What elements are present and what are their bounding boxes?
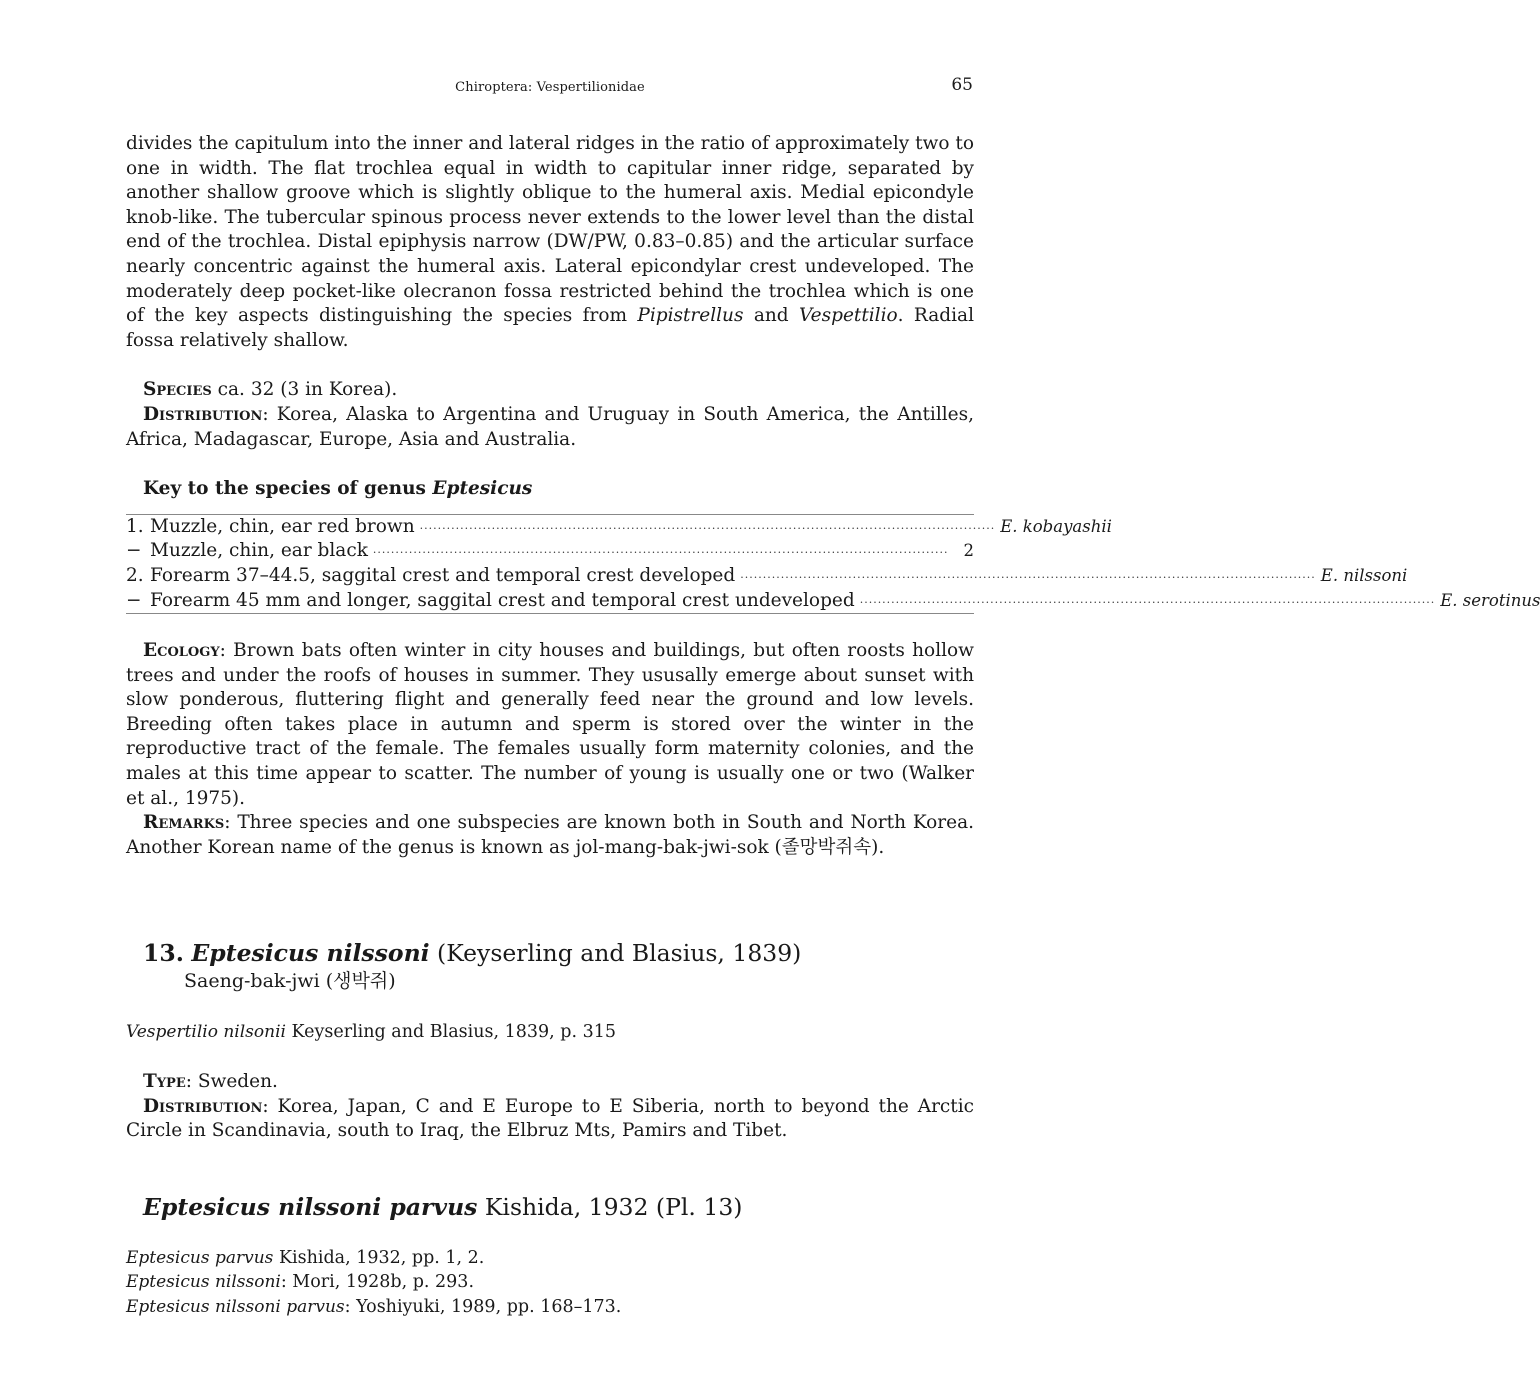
genus-distribution: Distribution: Korea, Alaska to Argentina and Uruguay in South America, the Antilles, Africa, Madagascar, Europe, Asia and Australia.	[126, 403, 974, 450]
synonym-entry: Eptesicus nilssoni parvus: Yoshiyuki, 1989, pp. 168–173.	[126, 1296, 622, 1317]
running-head: Chiroptera: Vespertilionidae	[455, 80, 645, 95]
genus-pipistrellus: Pipistrellus	[637, 305, 744, 327]
ecology-paragraph: Ecology: Brown bats often winter in city houses and buildings, but often roosts hollow trees and under the roofs of houses in summer. They ususally emerge about sunset with slow ponderous, fluttering flight and generally feed near the ground and low levels. Breeding often takes place in autumn and sperm is stored over the winter in the reproductive tract of the female. The females usually form maternity colonies, and the males at this time appear to scatter. The number of young is usually one or two (Walker et al., 1975).	[126, 640, 974, 809]
key-title: Key to the species of genus Eptesicus	[143, 478, 533, 500]
key-row: − Forearm 45 mm and longer, saggital crest and temporal crest undeveloped ································································································································ E. serotinus	[126, 589, 974, 614]
species-label: Species	[143, 379, 212, 401]
species-count: Species ca. 32 (3 in Korea).	[143, 379, 398, 401]
synonym-entry: Vespertilio nilsonii Keyserling and Blasius, 1839, p. 315	[126, 1022, 617, 1043]
leader-dots: ································································································································	[740, 570, 1316, 584]
key-row: 1. Muzzle, chin, ear red brown ································································································································ E. kobayashii	[126, 515, 974, 540]
species-distribution: Distribution: Korea, Japan, C and E Europe to E Siberia, north to beyond the Arctic Circle in Scandinavia, south to Iraq, the Elbruz Mts, Pamirs and Tibet.	[126, 1095, 974, 1142]
key-row: − Muzzle, chin, ear black ································································································································ 2	[126, 539, 974, 564]
page-number: 65	[951, 75, 973, 95]
distribution-label: Distribution	[143, 1095, 263, 1117]
leader-dots: ································································································································	[372, 546, 949, 560]
leader-dots: ································································································································	[419, 521, 996, 535]
key-row: 2. Forearm 37–44.5, saggital crest and temporal crest developed ································································································································ E. nilssoni	[126, 564, 974, 589]
distribution-label: Distribution	[143, 403, 263, 425]
type-locality: Type: Sweden.	[143, 1070, 278, 1092]
species-key	[126, 514, 1540, 614]
subspecies-heading: Eptesicus nilssoni parvus Kishida, 1932 (Pl. 13)	[143, 1192, 743, 1221]
ecology-label: Ecology	[143, 640, 220, 662]
page-body	[126, 132, 1540, 1319]
type-label: Type	[143, 1070, 186, 1092]
genus-vespettilio: Vespettilio	[799, 305, 898, 327]
korean-name: Saeng-bak-jwi (생박쥐)	[184, 970, 396, 993]
synonym-entry: Eptesicus parvus Kishida, 1932, pp. 1, 2.	[126, 1247, 485, 1268]
species-heading: 13. Eptesicus nilssoni (Keyserling and Blasius, 1839)	[143, 939, 802, 968]
synonym-entry: Eptesicus nilssoni: Mori, 1928b, p. 293.	[126, 1272, 475, 1293]
leader-dots: ································································································································	[859, 595, 1436, 609]
remarks-paragraph: Remarks: Three species and one subspecies are known both in South and North Korea. Another Korean name of the genus is known as jol-mang-bak-jwi-sok (졸망박쥐속).	[126, 812, 974, 858]
intro-paragraph: divides the capitulum into the inner and lateral ridges in the ratio of approximately two to one in width. The flat trochlea equal in width to capitular inner ridge, separated by another shallow groove which is slightly oblique to the humeral axis. Medial epicondyle knob-like. The tubercular spinous process never extends to the lower level than the distal end of the trochlea. Distal epiphysis narrow (DW/PW, 0.83–0.85) and the articular surface nearly concentric against the humeral axis. Lateral epicondylar crest undeveloped. The moderately deep pocket-like olecranon fossa restricted behind the trochlea which is one of the key aspects distinguishing the species from Pipistrellus and Vespettilio. Radial fossa relatively shallow.	[126, 133, 974, 351]
remarks-label: Remarks	[143, 812, 225, 834]
